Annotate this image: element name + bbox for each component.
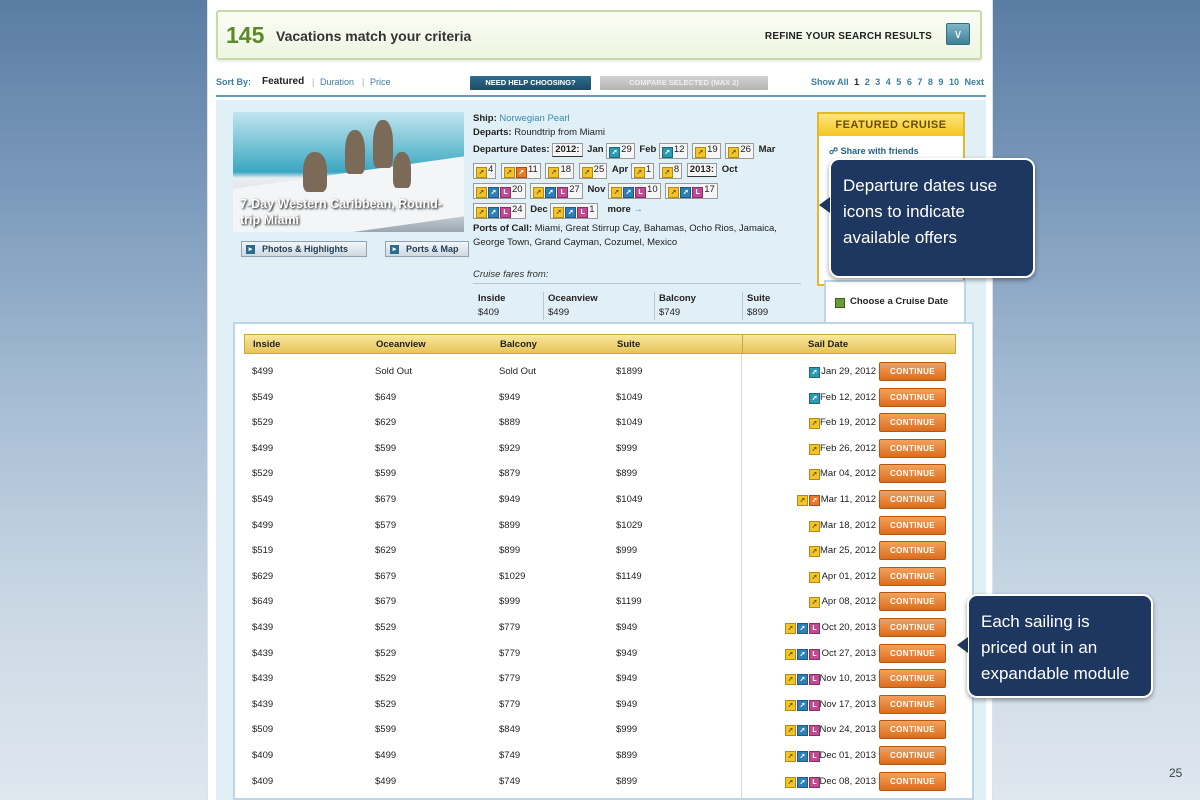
continue-button[interactable]: CONTINUE [879,567,946,586]
page-link[interactable]: 3 [875,77,881,87]
offer-icon: L [809,649,820,660]
sail-date: Nov 24, 2013 [819,724,876,736]
cell-suite: $999 [616,442,638,454]
departure-date[interactable]: ➚ 25 [579,163,608,179]
departure-date[interactable]: ➚ 8 [659,163,682,179]
cell-suite: $1049 [616,391,643,403]
slide-number: 25 [1169,766,1183,780]
compare-selected-button[interactable]: COMPARE SELECTED (MAX 2) [600,76,768,90]
offer-icon: L [809,674,820,685]
cell-balcony: $779 [499,673,521,685]
offer-icon: ➚ [565,207,576,218]
col-oceanview: Oceanview [376,339,426,350]
offer-icon: ➚ [797,623,808,634]
col-balcony: Balcony [500,339,537,350]
pelican-graphic [393,152,411,188]
sail-date: Mar 18, 2012 [820,519,876,531]
offer-icon: ➚ [623,187,634,198]
month-label: Apr [611,164,629,175]
sort-price[interactable]: Price [370,77,391,87]
ports-of-call [473,222,803,250]
cell-oceanview: $649 [375,391,397,403]
sort-bar [216,76,986,92]
cell-suite: $999 [616,545,638,557]
cell-oceanview: $599 [375,442,397,454]
departure-date[interactable]: ➚ ➚ L 10 [608,183,661,199]
departure-date[interactable]: ➚ ➚ L 17 [665,183,718,199]
continue-button[interactable]: CONTINUE [879,541,946,560]
offer-icon: L [809,623,820,634]
page-link[interactable]: 10 [948,77,959,87]
offer-icon: L [809,777,820,788]
offer-icon: ➚ [488,207,499,218]
page-link[interactable]: 8 [927,77,933,87]
next-link[interactable]: Next [964,77,984,87]
more-label: more [607,204,631,215]
results-page [207,0,993,800]
pelican-graphic [303,152,327,192]
continue-button[interactable]: CONTINUE [879,490,946,509]
cell-balcony: Sold Out [499,366,536,377]
cell-oceanview: $679 [375,596,397,608]
cell-suite: $1049 [616,417,643,429]
table-row [244,513,956,538]
offer-icon: ➚ [680,187,691,198]
sail-date: Oct 20, 2013 [821,622,876,633]
cell-inside: $529 [252,417,274,429]
cell-oceanview: $529 [375,698,397,710]
cell-suite: $1049 [616,494,643,505]
cell-inside: $409 [252,775,274,787]
continue-button[interactable]: CONTINUE [879,439,946,458]
sort-label: Sort By: [216,77,252,87]
cell-suite: $949 [616,673,638,685]
page-link[interactable]: 5 [896,77,902,87]
departure-date[interactable]: ➚ ➚ L 20 [473,183,526,199]
continue-button[interactable]: CONTINUE [879,618,946,637]
fare-suite [742,292,770,320]
cell-inside: $439 [252,622,274,633]
fare-inside [478,292,505,320]
cell-suite: $1899 [616,366,643,377]
table-row [244,487,956,512]
cell-balcony: $779 [499,698,521,710]
continue-button[interactable]: CONTINUE [879,464,946,483]
offer-icon: ➚ [797,777,808,788]
sail-date: Oct 27, 2013 [821,647,876,659]
table-row [244,692,956,717]
offer-icon: ➚ [809,597,820,608]
cell-balcony: $999 [499,596,521,608]
cell-inside: $439 [252,673,274,685]
table-row [244,769,956,794]
departure-date[interactable]: ➚ 12 [659,143,688,159]
cell-inside: $519 [252,545,274,557]
ports-value: Miami, Great Stirrup Cay, Bahamas, Ocho Rios, Jamaica, George Town, Grand Cayman, Cozumel, Mexico [473,223,777,248]
cell-balcony: $889 [499,417,521,429]
offer-icon: ➚ [609,147,620,158]
departs-label: Departs: [473,127,512,138]
offer-icon: ➚ [797,674,808,685]
sort-featured[interactable]: Featured [262,76,305,87]
table-header [244,334,956,354]
offer-icon: ➚ [785,777,796,788]
page-current: 1 [854,77,860,87]
offer-icon: ➚ [797,725,808,736]
pagination [808,77,984,87]
ports-map-label: Ports & Map [406,244,459,254]
fare-value: $499 [548,307,570,318]
cell-oceanview: $499 [375,775,397,787]
departure-date[interactable]: ➚ ➚ 11 [501,163,541,179]
cell-balcony: $779 [499,647,521,659]
offer-icon: L [809,751,820,762]
offer-icon: ➚ [797,751,808,762]
callout-text: Departure dates use icons to indicate available offers [843,176,998,247]
cell-suite: $899 [616,468,638,480]
results-heading: Vacations match your criteria [276,28,472,44]
divider: | [362,77,365,87]
fare-oceanview [543,292,598,320]
month-label: Mar [758,144,776,155]
table-row [244,436,956,461]
continue-button[interactable]: CONTINUE [879,388,946,407]
departure-date[interactable]: ➚ 4 [473,163,496,179]
cell-inside: $439 [252,698,274,710]
offer-icon: ➚ [809,469,820,480]
divider: | [312,77,315,87]
offer-icon: ➚ [553,207,564,218]
continue-button[interactable]: CONTINUE [879,746,946,765]
month-label: Feb [639,144,657,155]
pelican-graphic [345,130,365,174]
page-link[interactable]: 7 [917,77,923,87]
cell-balcony: $1029 [499,570,526,582]
offer-icon: ➚ [809,367,820,378]
offer-icon: ➚ [785,623,796,634]
table-row [244,615,956,640]
cell-oceanview: $599 [375,724,397,736]
offer-icon: ➚ [785,751,796,762]
table-row [244,641,956,666]
departs-value: Roundtrip from Miami [514,127,605,138]
sail-date: Mar 04, 2012 [820,468,876,480]
page-link[interactable]: 9 [938,77,944,87]
fare-label: Inside [478,293,506,304]
fares-heading: Cruise fares from: [473,269,549,280]
cell-oceanview: $529 [375,673,397,685]
callout-sailing-module [967,594,1153,698]
offer-icon: ➚ [533,187,544,198]
offer-icon: ➚ [809,572,820,583]
fare-balcony [654,292,696,320]
sail-date: Jan 29, 2012 [821,366,876,377]
cell-inside: $499 [252,519,274,531]
offer-icon: ➚ [545,187,556,198]
photos-highlights-label: Photos & Highlights [262,244,348,254]
calendar-icon [835,298,845,308]
divider [742,335,743,353]
fare-value: $409 [478,307,500,318]
continue-button[interactable]: CONTINUE [879,592,946,611]
cell-oceanview: Sold Out [375,366,412,377]
offer-icon: ➚ [611,187,622,198]
callout-pointer [819,197,830,213]
departure-date[interactable]: ➚ 19 [692,143,721,159]
month-label: Nov [587,184,606,195]
continue-button[interactable]: CONTINUE [879,413,946,432]
cell-oceanview: $629 [375,545,397,557]
cell-oceanview: $679 [375,570,397,582]
fare-value: $899 [747,307,769,318]
offer-icon: ➚ [797,649,808,660]
cell-balcony: $749 [499,750,521,761]
departure-date[interactable]: ➚ ➚ L 1 [550,203,597,219]
offer-icon: L [577,207,588,218]
offer-icon: L [635,187,646,198]
month-label: Oct [721,164,738,175]
cell-balcony: $749 [499,775,521,787]
offer-icon: ➚ [476,167,487,178]
cell-oceanview: $599 [375,468,397,480]
share-icon: ☍ [829,146,839,156]
departure-dates-label: Departure Dates: [473,144,550,155]
cell-inside: $499 [252,442,274,454]
offer-icon: ➚ [785,700,796,711]
table-row [244,743,956,768]
continue-button[interactable]: CONTINUE [879,362,946,381]
table-row [244,717,956,742]
cell-balcony: $929 [499,442,521,454]
offer-icon: ➚ [797,495,808,506]
offer-icon: ➚ [668,187,679,198]
offer-icon: ➚ [516,167,527,178]
sail-date: Feb 12, 2012 [820,391,876,403]
offer-icon: L [500,187,511,198]
continue-button[interactable]: CONTINUE [879,516,946,535]
callout-text: Each sailing is priced out in an expandable module [981,612,1130,683]
callout-pointer [957,637,968,653]
offer-icon: ➚ [728,147,739,158]
cell-suite: $1199 [616,596,642,608]
cell-oceanview: $629 [375,417,397,429]
sail-date: Feb 19, 2012 [820,417,876,429]
cell-inside: $549 [252,391,274,403]
sail-date: Dec 01, 2013 [819,750,876,761]
cell-suite: $949 [616,698,638,710]
cell-inside: $499 [252,366,274,377]
offer-icon: ➚ [809,521,820,532]
refine-search-link[interactable]: REFINE YOUR SEARCH RESULTS [764,31,932,42]
offer-icon: ➚ [476,187,487,198]
departure-dates [473,140,803,220]
divider [216,95,986,97]
cell-suite: $999 [616,724,638,736]
year-2012: 2012: [552,143,582,157]
cell-balcony: $899 [499,519,521,531]
cell-inside: $649 [252,596,274,608]
continue-button[interactable]: CONTINUE [879,669,946,688]
page-link[interactable]: 2 [864,77,870,87]
fare-label: Oceanview [548,293,598,304]
sail-date: Nov 17, 2013 [819,698,876,710]
continue-button[interactable]: CONTINUE [879,695,946,714]
offer-icon: L [500,207,511,218]
table-row [244,564,956,589]
arrow-right-icon: ▸ [246,245,255,254]
sail-date: Apr 01, 2012 [821,570,876,582]
featured-cruise-title: FEATURED CRUISE [819,114,963,136]
cell-inside: $439 [252,647,274,659]
cruise-title[interactable]: 7-Day Western Caribbean, Round-trip Miami [240,197,442,227]
continue-button[interactable]: CONTINUE [879,720,946,739]
offer-icon: ➚ [488,187,499,198]
offer-icon: ➚ [634,167,645,178]
offer-icon: ➚ [476,207,487,218]
page-link[interactable]: 4 [885,77,891,87]
sail-date: Mar 11, 2012 [820,494,876,505]
need-help-button[interactable]: NEED HELP CHOOSING? [470,76,591,90]
offer-icon: L [809,725,820,736]
offer-icon: ➚ [785,725,796,736]
results-header [216,10,982,60]
offer-icon: ➚ [785,649,796,660]
cell-balcony: $899 [499,545,521,557]
departure-date[interactable]: ➚ 26 [725,143,754,159]
month-label: Jan [587,144,604,155]
arrow-right-icon: ▸ [390,245,399,254]
col-suite: Suite [617,339,641,350]
photos-highlights-button[interactable] [241,241,367,257]
results-count: 145 [226,22,265,48]
fare-value: $749 [659,307,681,318]
cell-suite: $949 [616,647,638,659]
cell-oceanview: $499 [375,750,397,761]
cell-suite: $899 [616,750,638,761]
pelican-graphic [373,120,393,168]
offer-icon: ➚ [785,674,796,685]
page-link[interactable]: 6 [906,77,912,87]
offer-icon: ➚ [797,700,808,711]
month-label: Dec [530,204,548,215]
divider [473,283,801,284]
col-inside: Inside [253,339,281,350]
cell-suite: $899 [616,775,638,787]
table-row [244,385,956,410]
offer-icon: ➚ [662,167,673,178]
table-row [244,410,956,435]
ship-label: Ship: [473,113,497,124]
fare-label: Suite [747,293,771,304]
offer-icon: ➚ [695,147,706,158]
offer-icon: ➚ [548,167,559,178]
table-row [244,666,956,691]
callout-departure-dates [829,158,1035,278]
show-all-link[interactable]: Show All [810,77,849,87]
offer-icon: ➚ [662,147,673,158]
col-sail-date: Sail Date [808,339,849,350]
departure-date[interactable]: ➚ 29 [606,143,635,159]
cell-balcony: $949 [499,391,521,403]
offer-icon: ➚ [809,393,820,404]
sail-date: Dec 08, 2013 [819,775,876,787]
cell-suite: $1149 [616,570,642,582]
offer-icon: ➚ [809,418,820,429]
ports-map-button[interactable] [385,241,469,257]
ship-link[interactable]: Norwegian Pearl [499,113,570,124]
cruise-info [473,112,803,250]
table-row [244,461,956,486]
choose-cruise-date-tab[interactable] [824,280,966,324]
cell-oceanview: $579 [375,519,397,531]
offer-icon: ➚ [809,444,820,455]
cell-balcony: $779 [499,622,521,633]
departure-date[interactable]: ➚ 18 [545,163,574,179]
share-label: Share with friends [840,146,919,156]
ports-label: Ports of Call: [473,223,533,234]
departure-date[interactable]: ➚ ➚ L 27 [530,183,583,199]
cell-inside: $409 [252,750,274,761]
offer-icon: ➚ [809,546,820,557]
table-row [244,589,956,614]
chevron-down-icon[interactable]: ∨ [946,23,970,45]
offer-icon: ➚ [809,495,820,506]
table-row [244,538,956,563]
cell-inside: $629 [252,570,274,582]
cruise-photo[interactable] [233,112,464,232]
cell-inside: $529 [252,468,274,480]
continue-button[interactable]: CONTINUE [879,772,946,791]
departure-date[interactable]: ➚ ➚ L 24 [473,203,526,219]
sail-date: Feb 26, 2012 [820,442,876,454]
offer-icon: L [809,700,820,711]
sail-date: Apr 08, 2012 [821,596,876,608]
offer-icon: ➚ [582,167,593,178]
more-dates-link[interactable]: more → [607,204,643,215]
continue-button[interactable]: CONTINUE [879,644,946,663]
table-row [244,359,956,384]
cell-inside: $549 [252,494,274,505]
cell-oceanview: $679 [375,494,397,505]
offer-icon: ➚ [504,167,515,178]
cell-balcony: $949 [499,494,521,505]
cell-suite: $1029 [616,519,643,531]
cell-inside: $509 [252,724,274,736]
sail-date: Nov 10, 2013 [819,673,876,685]
departure-date[interactable]: ➚ 1 [631,163,654,179]
sailings-table [233,322,974,800]
cell-balcony: $849 [499,724,521,736]
sort-duration[interactable]: Duration [320,77,355,87]
cell-oceanview: $529 [375,647,397,659]
cell-balcony: $879 [499,468,521,480]
cell-oceanview: $529 [375,622,397,633]
choose-date-label: Choose a Cruise Date [850,296,949,307]
cell-suite: $949 [616,622,638,633]
share-link[interactable] [829,146,919,157]
fare-label: Balcony [659,293,696,304]
offer-icon: L [557,187,568,198]
year-2013: 2013: [687,163,717,177]
offer-icon: L [692,187,703,198]
sail-date: Mar 25, 2012 [820,545,876,557]
